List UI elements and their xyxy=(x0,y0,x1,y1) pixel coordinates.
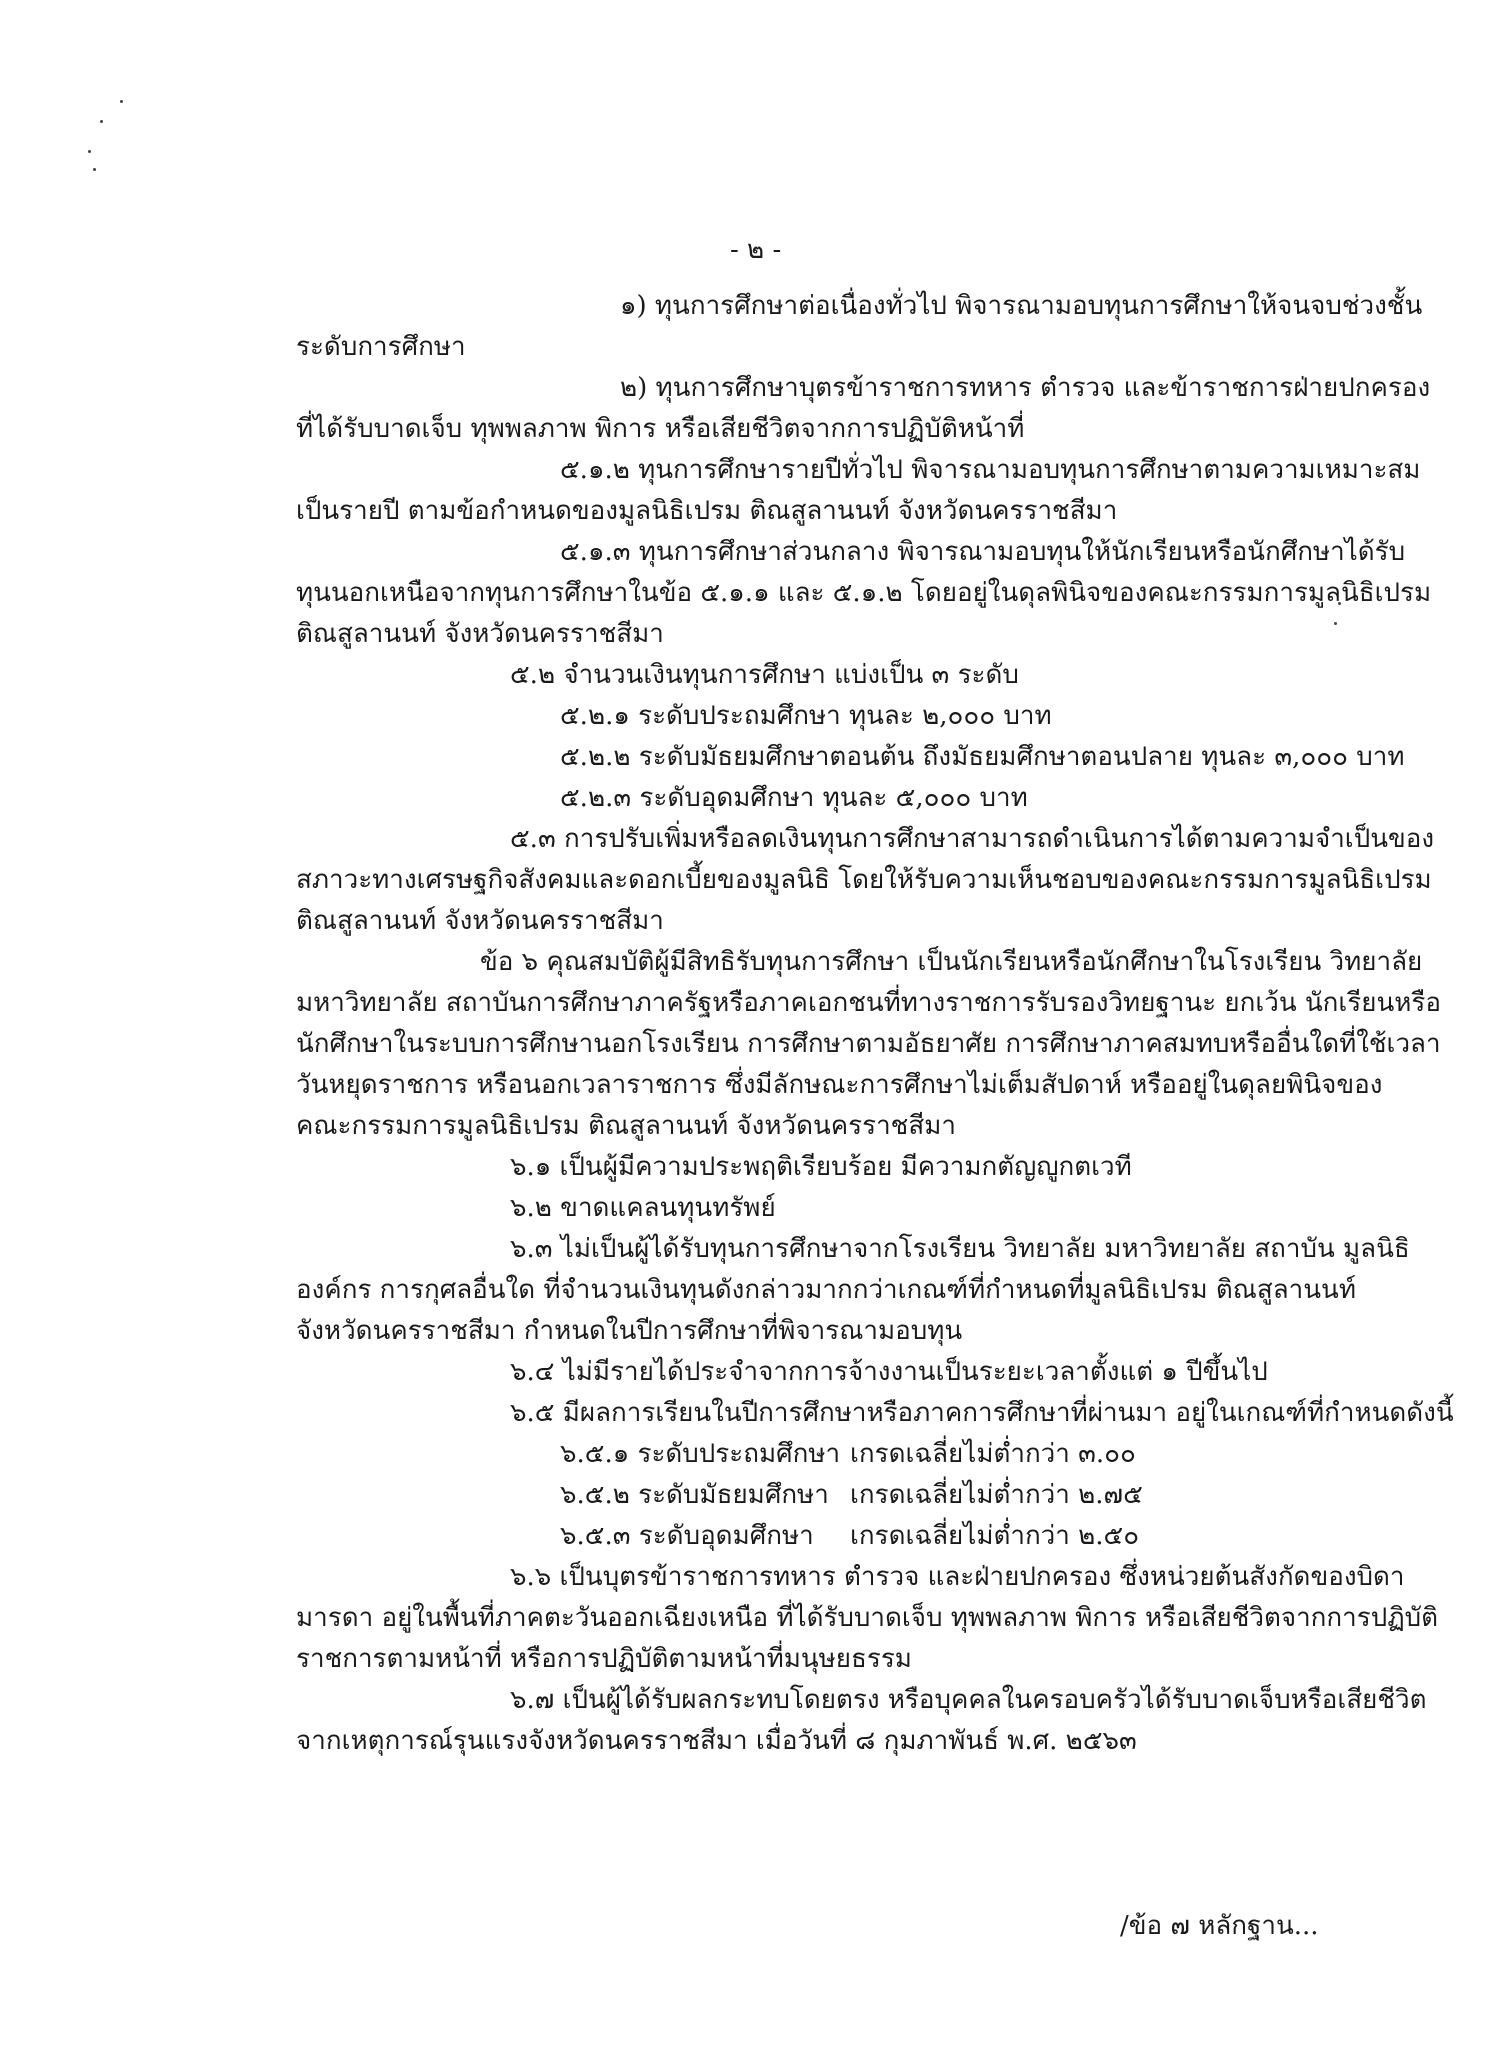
grade-level: ๖.๕.๑ ระดับประถมศึกษา xyxy=(560,1439,841,1469)
paragraph-line: สภาวะทางเศรษฐกิจสังคมและดอกเบี้ยของมูลนิธิ โดยให้รับความเห็นชอบของคณะกรรมการมูลนิธิเปรม xyxy=(296,865,1432,895)
grade-criterion: เกรดเฉลี่ยไม่ต่ำกว่า ๒.๗๕ xyxy=(850,1480,1143,1510)
scan-speck xyxy=(100,120,103,123)
scan-speck xyxy=(1334,622,1337,625)
grade-row xyxy=(560,1438,1136,1470)
grade-row xyxy=(560,1479,1143,1511)
grade-criterion: เกรดเฉลี่ยไม่ต่ำกว่า ๓.๐๐ xyxy=(850,1439,1136,1469)
paragraph-line: ๕.๒ จำนวนเงินทุนการศึกษา แบ่งเป็น ๓ ระดับ xyxy=(510,660,1019,690)
paragraph-line: ๖.๓ ไม่เป็นผู้ได้รับทุนการศึกษาจากโรงเรียน วิทยาลัย มหาวิทยาลัย สถาบัน มูลนิธิ xyxy=(510,1234,1410,1264)
scan-speck xyxy=(93,168,96,171)
paragraph-line: ๕.๑.๒ ทุนการศึกษารายปีทั่วไป พิจารณามอบทุนการศึกษาตามความเหมาะสม xyxy=(560,455,1421,485)
paragraph-line: ๒) ทุนการศึกษาบุตรข้าราชการทหาร ตำรวจ และข้าราชการฝ่ายปกครอง xyxy=(620,373,1431,403)
scan-speck xyxy=(120,100,123,103)
paragraph-line: ๖.๕ มีผลการเรียนในปีการศึกษาหรือภาคการศึกษาที่ผ่านมา อยู่ในเกณฑ์ที่กำหนดดังนี้ xyxy=(510,1398,1454,1428)
grade-level: ๖.๕.๒ ระดับมัธยมศึกษา xyxy=(560,1480,829,1510)
paragraph-line: วันหยุดราชการ หรือนอกเวลาราชการ ซึ่งมีลักษณะการศึกษาไม่เต็มสัปดาห์ หรืออยู่ในดุลยพินิจของ xyxy=(296,1070,1383,1100)
paragraph-line: จากเหตุการณ์รุนแรงจังหวัดนครราชสีมา เมื่อวันที่ ๘ กุมภาพันธ์ พ.ศ. ๒๕๖๓ xyxy=(296,1726,1137,1756)
paragraph-line: ๕.๒.๑ ระดับประถมศึกษา ทุนละ ๒,๐๐๐ บาท xyxy=(560,701,1052,731)
paragraph-line: จังหวัดนครราชสีมา กำหนดในปีการศึกษาที่พิจารณามอบทุน xyxy=(296,1316,963,1346)
paragraph-line: ที่ได้รับบาดเจ็บ ทุพพลภาพ พิการ หรือเสียชีวิตจากการปฏิบัติหน้าที่ xyxy=(296,414,1025,444)
paragraph-line: องค์กร การกุศลอื่นใด ที่จำนวนเงินทุนดังกล่าวมากกว่าเกณฑ์ที่กำหนดที่มูลนิธิเปรม ติณสูลานนท์ xyxy=(296,1275,1356,1305)
continuation-footer: /ข้อ ๗ หลักฐาน... xyxy=(1120,1911,1319,1941)
paragraph-line: ๖.๗ เป็นผู้ได้รับผลกระทบโดยตรง หรือบุคคลในครอบครัวได้รับบาดเจ็บหรือเสียชีวิต xyxy=(510,1685,1427,1715)
page-number: - ๒ - xyxy=(730,235,782,265)
paragraph-line: ข้อ ๖ คุณสมบัติผู้มีสิทธิรับทุนการศึกษา เป็นนักเรียนหรือนักศึกษาในโรงเรียน วิทยาลัย xyxy=(480,947,1423,977)
paragraph-line: ทุนนอกเหนือจากทุนการศึกษาในข้อ ๕.๑.๑ และ ๕.๑.๒ โดยอยู่ในดุลพินิจของคณะกรรมการมูลนิธิเปรม xyxy=(296,578,1432,608)
paragraph-line: นักศึกษาในระบบการศึกษานอกโรงเรียน การศึกษาตามอัธยาศัย การศึกษาภาคสมทบหรืออื่นใดที่ใช้เวลา xyxy=(296,1029,1441,1059)
grade-criterion: เกรดเฉลี่ยไม่ต่ำกว่า ๒.๕๐ xyxy=(850,1521,1140,1551)
paragraph-line: เป็นรายปี ตามข้อกำหนดของมูลนิธิเปรม ติณสูลานนท์ จังหวัดนครราชสีมา xyxy=(296,496,1118,526)
scan-speck xyxy=(88,150,91,153)
paragraph-line: ๕.๒.๓ ระดับอุดมศึกษา ทุนละ ๕,๐๐๐ บาท xyxy=(560,783,1028,813)
paragraph-line: มารดา อยู่ในพื้นที่ภาคตะวันออกเฉียงเหนือ ที่ได้รับบาดเจ็บ ทุพพลภาพ พิการ หรือเสียชีวิตจากการปฏิบัติ xyxy=(296,1603,1439,1633)
paragraph-line: ๖.๑ เป็นผู้มีความประพฤติเรียบร้อย มีความกตัญญูกตเวที xyxy=(510,1152,1132,1182)
grade-row xyxy=(560,1520,1139,1552)
grade-level: ๖.๕.๓ ระดับอุดมศึกษา xyxy=(560,1521,814,1551)
paragraph-line: ติณสูลานนท์ จังหวัดนครราชสีมา xyxy=(296,906,664,936)
paragraph-line: ๑) ทุนการศึกษาต่อเนื่องทั่วไป พิจารณามอบทุนการศึกษาให้จนจบช่วงชั้น xyxy=(620,291,1423,321)
paragraph-line: ระดับการศึกษา xyxy=(296,332,466,362)
paragraph-line: ๖.๒ ขาดแคลนทุนทรัพย์ xyxy=(510,1193,776,1223)
paragraph-line: ๖.๔ ไม่มีรายได้ประจำจากการจ้างงานเป็นระยะเวลาตั้งแต่ ๑ ปีขึ้นไป xyxy=(510,1357,1268,1387)
paragraph-line: ๕.๓ การปรับเพิ่มหรือลดเงินทุนการศึกษาสามารถดำเนินการได้ตามความจำเป็นของ xyxy=(510,824,1435,854)
paragraph-line: ราชการตามหน้าที่ หรือการปฏิบัติตามหน้าที่มนุษยธรรม xyxy=(296,1644,912,1674)
paragraph-line: ติณสูลานนท์ จังหวัดนครราชสีมา xyxy=(296,619,664,649)
paragraph-line: ๖.๖ เป็นบุตรข้าราชการทหาร ตำรวจ และฝ่ายปกครอง ซึ่งหน่วยต้นสังกัดของบิดา xyxy=(510,1562,1405,1592)
paragraph-line: ๕.๒.๒ ระดับมัธยมศึกษาตอนต้น ถึงมัธยมศึกษาตอนปลาย ทุนละ ๓,๐๐๐ บาท xyxy=(560,742,1405,772)
paragraph-line: ๕.๑.๓ ทุนการศึกษาส่วนกลาง พิจารณามอบทุนให้นักเรียนหรือนักศึกษาได้รับ xyxy=(560,537,1406,567)
paragraph-line: มหาวิทยาลัย สถาบันการศึกษาภาครัฐหรือภาคเอกชนที่ทางราชการรับรองวิทยฐานะ ยกเว้น นักเรียนหรือ xyxy=(296,988,1441,1018)
paragraph-line: คณะกรรมการมูลนิธิเปรม ติณสูลานนท์ จังหวัดนครราชสีมา xyxy=(296,1111,956,1141)
